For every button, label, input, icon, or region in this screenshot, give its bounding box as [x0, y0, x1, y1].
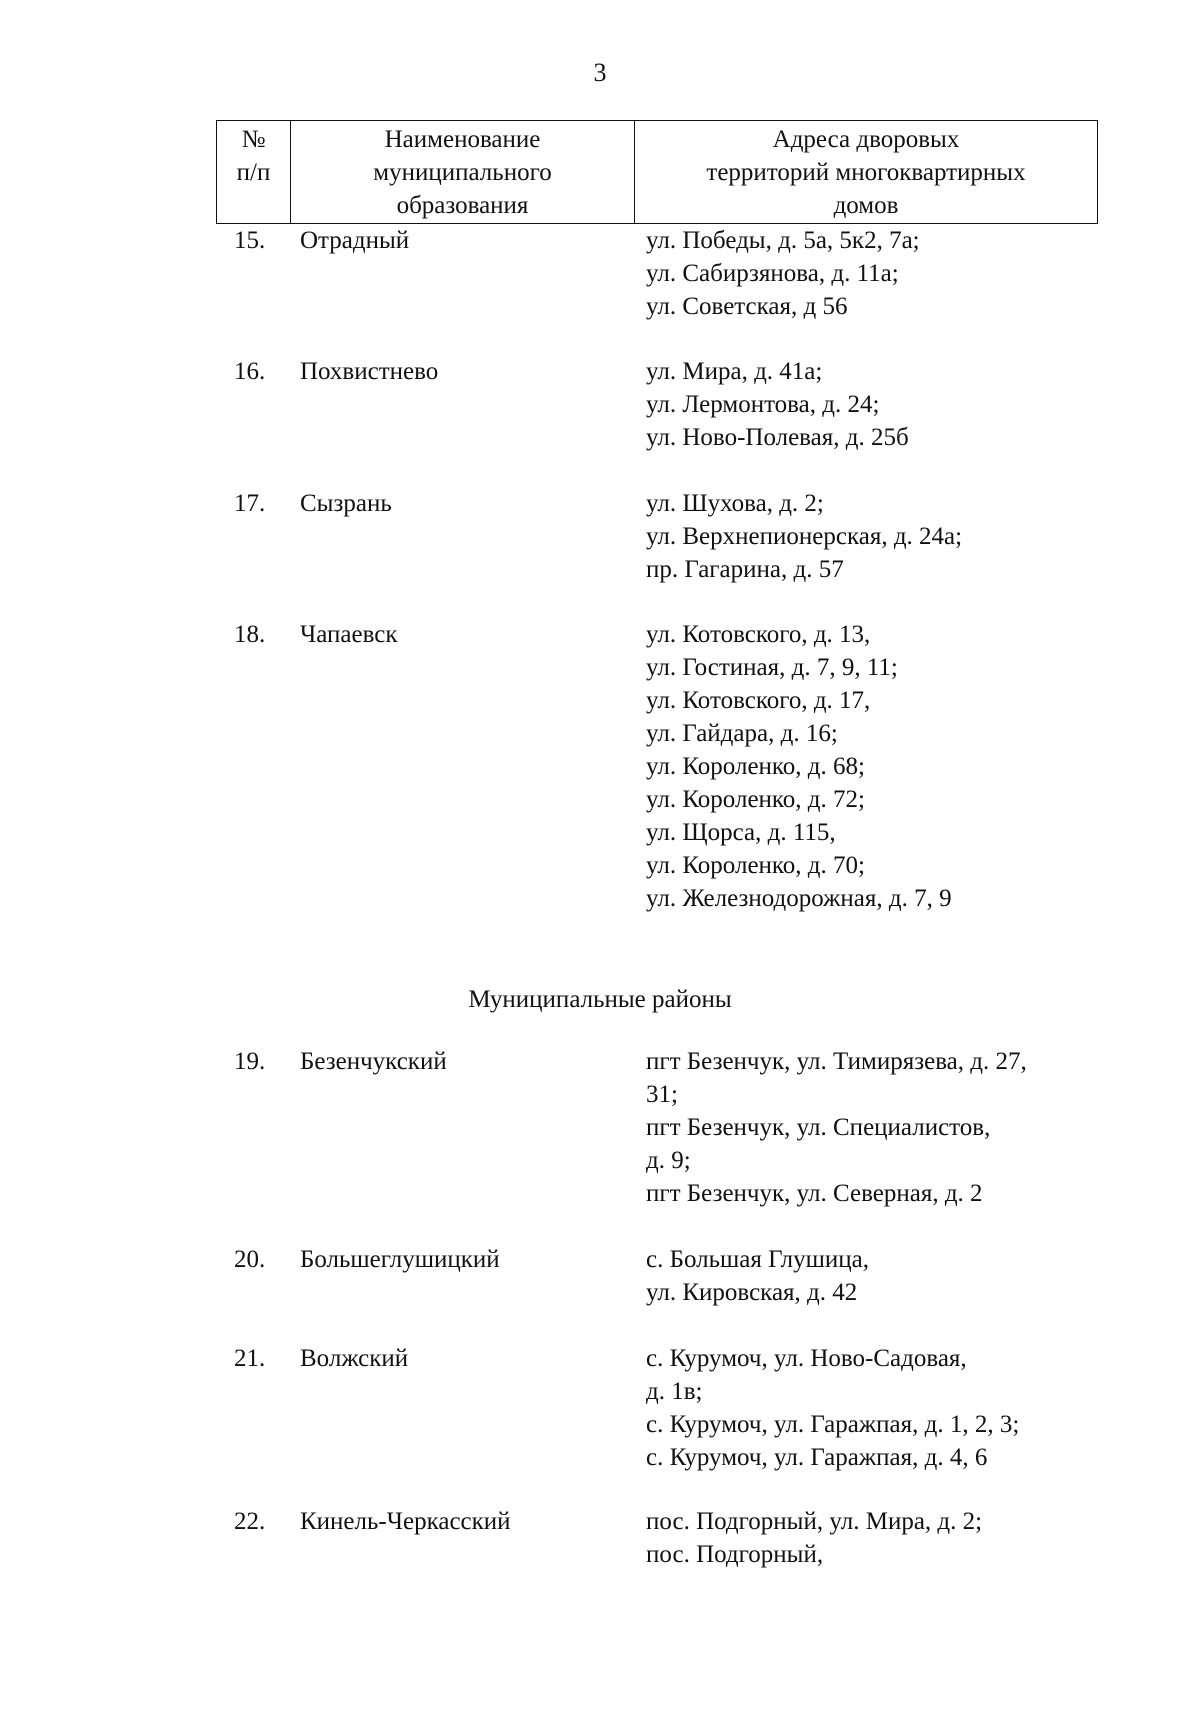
municipality-name: Безенчукский — [300, 1048, 447, 1075]
address-line: с. Большая Глушица, — [646, 1246, 869, 1273]
address-list — [646, 355, 1096, 454]
address-line: ул. Кировская, д. 42 — [646, 1279, 858, 1306]
municipality-name: Отрадный — [300, 227, 410, 254]
address-line: пр. Гагарина, д. 57 — [646, 556, 844, 583]
address-list — [646, 224, 1096, 323]
address-line: ул. Железнодорожная, д. 7, 9 — [646, 885, 952, 912]
municipality-name: Сызрань — [300, 490, 392, 517]
header-address-column — [635, 121, 1097, 223]
header-line: образования — [396, 192, 529, 219]
municipality-name: Волжский — [300, 1345, 409, 1372]
section-title: Муниципальные районы — [468, 986, 732, 1013]
header-line: домов — [833, 192, 899, 219]
municipality-name: Большеглушицкий — [300, 1246, 500, 1273]
header-line: п/п — [236, 159, 271, 186]
address-list — [646, 1243, 1096, 1309]
address-line: ул. Лермонтова, д. 24; — [646, 391, 880, 418]
address-line: ул. Короленко, д. 68; — [646, 753, 865, 780]
header-line: Адреса дворовых — [772, 126, 960, 153]
address-list — [646, 618, 1096, 915]
address-line: с. Курумоч, ул. Ново-Садовая, — [646, 1345, 967, 1372]
address-line: д. 9; — [646, 1147, 691, 1174]
municipality-name: Похвистнево — [300, 358, 439, 385]
address-line: ул. Верхнепионерская, д. 24а; — [646, 523, 963, 550]
row-number: 15. — [234, 227, 266, 254]
address-line: ул. Советская, д 56 — [646, 293, 848, 320]
address-line: ул. Гостиная, д. 7, 9, 11; — [646, 654, 898, 681]
address-line: ул. Сабирзянова, д. 11а; — [646, 260, 899, 287]
address-line: ул. Мира, д. 41а; — [646, 358, 823, 385]
municipality-name: Кинель-Черкасский — [300, 1508, 511, 1535]
header-line: Наименование — [384, 126, 541, 153]
address-list — [646, 1342, 1096, 1474]
address-line: пгт Безенчук, ул. Тимирязева, д. 27, — [646, 1048, 1027, 1075]
address-line: ул. Щорса, д. 115, — [646, 819, 836, 846]
page-number: 3 — [593, 58, 607, 87]
address-line: ул. Ново-Полевая, д. 25б — [646, 424, 909, 451]
address-line: 31; — [646, 1081, 678, 1108]
address-line: пос. Подгорный, ул. Мира, д. 2; — [646, 1508, 983, 1535]
row-number: 22. — [234, 1508, 266, 1535]
address-line: ул. Короленко, д. 72; — [646, 786, 865, 813]
address-line: ул. Шухова, д. 2; — [646, 490, 824, 517]
header-line: № — [241, 126, 266, 153]
row-number: 20. — [234, 1246, 266, 1273]
address-line: пгт Безенчук, ул. Северная, д. 2 — [646, 1180, 983, 1207]
address-line: пгт Безенчук, ул. Специалистов, — [646, 1114, 991, 1141]
row-number: 18. — [234, 621, 266, 648]
row-number: 16. — [234, 358, 266, 385]
row-number: 19. — [234, 1048, 266, 1075]
address-line: пос. Подгорный, — [646, 1541, 824, 1568]
address-line: ул. Котовского, д. 17, — [646, 687, 871, 714]
row-number: 17. — [234, 490, 266, 517]
header-line: муниципального — [373, 159, 552, 186]
address-line: ул. Гайдара, д. 16; — [646, 720, 838, 747]
address-line: с. Курумоч, ул. Гаражпая, д. 1, 2, 3; — [646, 1411, 1020, 1438]
municipality-name: Чапаевск — [300, 621, 398, 648]
table-header — [216, 120, 1098, 224]
address-list — [646, 1505, 1096, 1571]
address-list — [646, 1045, 1096, 1210]
address-line: д. 1в; — [646, 1378, 703, 1405]
header-line: территорий многоквартирных — [706, 159, 1026, 186]
row-number: 21. — [234, 1345, 266, 1372]
address-line: ул. Победы, д. 5а, 5к2, 7а; — [646, 227, 920, 254]
address-list — [646, 487, 1096, 586]
header-name-column — [291, 121, 635, 223]
address-line: ул. Котовского, д. 13, — [646, 621, 871, 648]
address-line: с. Курумоч, ул. Гаражпая, д. 4, 6 — [646, 1444, 988, 1471]
header-number-column — [217, 121, 291, 223]
address-line: ул. Короленко, д. 70; — [646, 852, 865, 879]
